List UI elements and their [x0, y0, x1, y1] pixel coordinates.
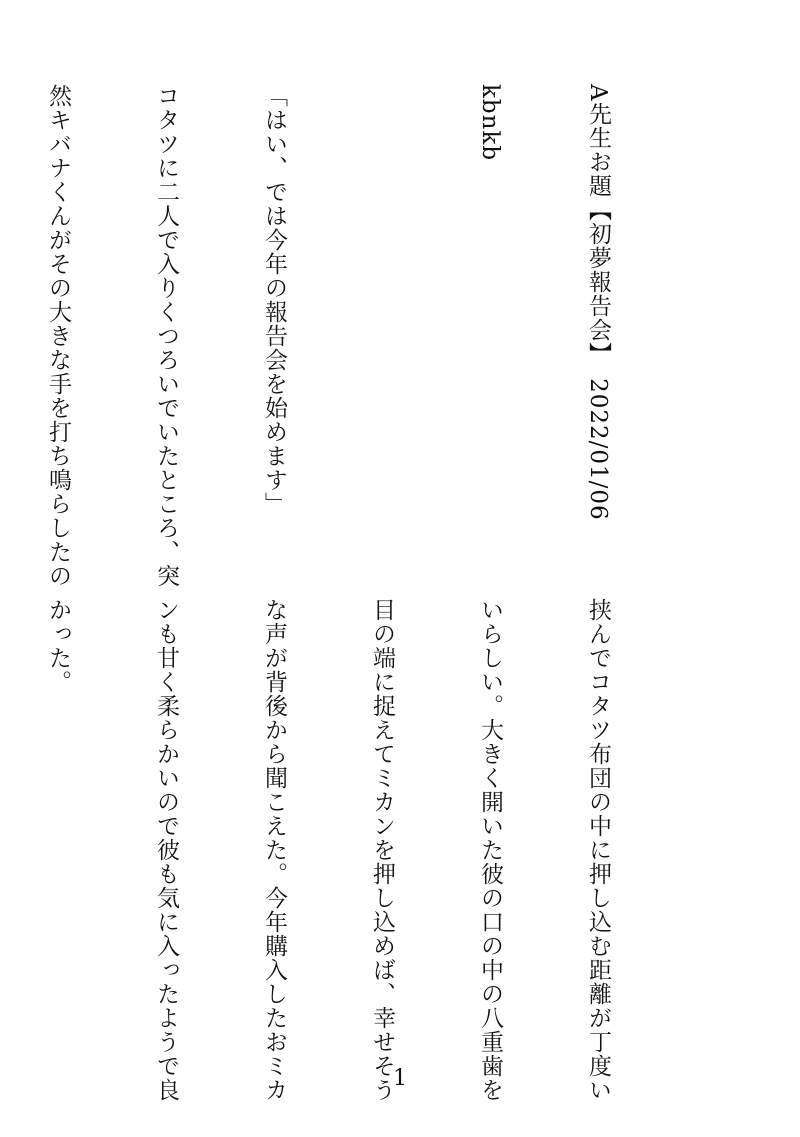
lower-text-block: [45, 598, 688, 1102]
upper-text-block: [45, 84, 688, 588]
author-line: kbnkb: [477, 84, 503, 162]
text-line: 挟んでコタツ布団の中に押し込む距離が丁度い: [585, 598, 611, 1102]
text-line: 然キバナくんがその大きな手を打ち鳴らしたの: [45, 84, 71, 588]
title-line: A先生お題【初夢報告会】 2022/01/06: [585, 84, 611, 521]
page-number: 1: [393, 1066, 407, 1091]
text-line: コタツに二人で入りくつろいでいたところ、突: [153, 84, 179, 588]
text-line: いらしい。大きく開いた彼の口の中の八重歯を: [477, 598, 503, 1102]
text-line: かった。: [45, 598, 71, 694]
blank-line: [364, 84, 400, 564]
text-line: ンも甘く柔らかいので彼も気に入ったようで良: [153, 598, 179, 1102]
text-line: な声が背後から聞こえた。今年購入したおミカ: [261, 598, 287, 1102]
text-line: 目の端に捉えてミカンを押し込めば、幸せそう: [369, 598, 395, 1102]
text-line: 「はい、では今年の報告会を始めます」: [261, 84, 287, 516]
